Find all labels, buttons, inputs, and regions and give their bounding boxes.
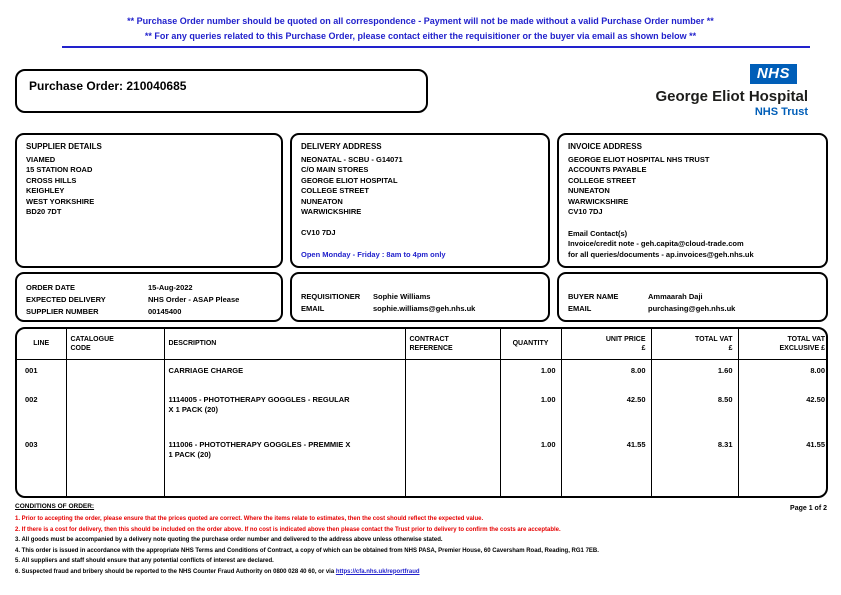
header-notice [0,14,841,44]
delivery-postcode: CV10 7DJ [301,227,336,237]
col-header-catalogue-code: CATALOGUE CODE [66,329,164,359]
page-number-label: Page 1 of 2 [790,505,827,512]
purchase-order-number: Purchase Order: 210040685 [29,79,187,93]
condition-item: 2. If there is a cost for delivery, then this should be included on the order above. If no cost is indicated above then please contact the Trust prior to delivery to confirm the costs are acceptable. [15,526,561,533]
invoice-line: ACCOUNTS PAYABLE [568,165,647,174]
supplier-number-label: SUPPLIER NUMBER [26,307,99,316]
cell-total-vat-exclusive: 41.55 [806,440,825,449]
cell-catalogue-code [66,434,164,494]
cell-unit-price: 42.50 [561,389,651,434]
requisitioner-label: REQUISITIONER [301,292,361,301]
invoice-address-box [557,133,828,268]
cell-quantity: 1.00 [500,389,561,434]
col-header-unit-price: UNIT PRICE £ [561,329,651,359]
invoice-line: GEORGE ELIOT HOSPITAL NHS TRUST [568,154,710,164]
invoice-line: CV10 7DJ [568,207,603,216]
table-row [17,389,828,434]
trust-name: NHS Trust [754,106,808,118]
hospital-name: George Eliot Hospital [655,88,808,105]
condition-item: 4. This order is issued in accordance with the appropriate NHS Terms and Conditions of Contract, a copy of which can be obtained from NHS PASA, Premier House, 60 Caversham Road, Reading, RG1 7EB. [15,547,599,554]
cell-catalogue-code [66,359,164,389]
cell-description: CARRIAGE CHARGE [164,359,405,389]
cell-quantity: 1.00 [500,434,561,494]
col-header-line: LINE [17,329,66,359]
supplier-line: CROSS HILLS [26,175,77,185]
table-header-row [17,329,828,359]
requisitioner-email-label: EMAIL [301,304,325,313]
condition-item: 1. Prior to accepting the order, please ensure that the prices quoted are correct. Where the items relate to estimates, then the cost should reflect the expected value. [15,516,484,522]
order-date-value: 15-Aug-2022 [148,283,193,292]
requisitioner-name: Sophie Williams [373,292,431,301]
nhs-trust-logo [635,64,808,118]
cell-total-vat: 8.50 [651,389,738,434]
table-filler-row [17,494,828,498]
notice-line-2: ** For any queries related to this Purchase Order, please contact either the requisitioner or the buyer via email as shown below ** [144,31,697,41]
queries-email-address: for all queries/documents - ap.invoices@geh.nhs.uk [568,249,754,259]
delivery-line: NEONATAL - SCBU - G14071 [301,154,403,164]
cell-contract-reference [405,434,500,494]
delivery-line: COLLEGE STREET [301,186,369,195]
buyer-box [557,272,828,322]
col-header-total-vat: TOTAL VAT £ [651,329,738,359]
conditions-of-order [15,503,828,579]
cell-total-vat: 8.31 [651,434,738,494]
supplier-line: WEST YORKSHIRE [26,196,95,206]
buyer-name: Ammaarah Daji [648,292,703,301]
cell-unit-price: 8.00 [561,359,651,389]
cell-total-vat-exclusive: 8.00 [810,365,825,375]
cell-total-vat-exclusive: 42.50 [806,395,825,404]
nhs-logo-icon: NHS [750,64,797,84]
requisitioner-box [290,272,550,322]
cell-contract-reference [405,359,500,389]
expected-delivery-label: EXPECTED DELIVERY [26,295,106,304]
col-header-total-vat-exclusive: TOTAL VAT EXCLUSIVE £ [738,329,828,359]
delivery-line: C/O MAIN STORES [301,165,369,174]
requisitioner-email: sophie.williams@geh.nhs.uk [373,304,476,313]
cell-line: 002 [17,389,66,434]
order-info-box [15,272,283,322]
expected-delivery-value: NHS Order - ASAP Please [148,295,240,304]
invoice-line: WARWICKSHIRE [568,196,629,206]
supplier-heading: SUPPLIER DETAILS [26,142,102,151]
purchase-order-number-box [15,69,428,113]
delivery-line: WARWICKSHIRE [301,207,362,216]
condition-item: 5. All suppliers and staff should ensure that any potential conflicts of interest are declared. [15,558,274,564]
items-table [15,327,828,498]
delivery-line: NUNEATON [301,196,343,206]
cell-total-vat: 1.60 [651,359,738,389]
supplier-details-box [15,133,283,268]
buyer-name-label: BUYER NAME [568,292,619,301]
notice-line-1: ** Purchase Order number should be quoted on all correspondence - Payment will not be made without a valid Purchase Order number ** [127,16,714,26]
supplier-line: KEIGHLEY [26,186,65,195]
cell-description: 111006 - PHOTOTHERAPY GOGGLES - PREMMIE X 1 PACK (20) [164,434,405,494]
buyer-email-label: EMAIL [568,304,592,313]
cell-unit-price: 41.55 [561,434,651,494]
cell-quantity: 1.00 [500,359,561,389]
col-header-quantity: QUANTITY [500,329,561,359]
cell-line: 001 [17,359,66,389]
cell-line: 003 [17,434,66,494]
col-header-contract-reference: CONTRACT REFERENCE [405,329,500,359]
invoice-line: NUNEATON [568,186,610,195]
buyer-email: purchasing@geh.nhs.uk [648,304,736,313]
cell-description: 1114005 - PHOTOTHERAPY GOGGLES - REGULAR X 1 PACK (20) [164,389,405,434]
invoice-line: COLLEGE STREET [568,175,636,185]
supplier-line: BD20 7DT [26,207,62,216]
cell-catalogue-code [66,389,164,434]
notice-divider [62,46,810,48]
condition-item-text: 6. Suspected fraud and bribery should be reported to the NHS Counter Fraud Authority on 0800 028 40 60, or via [15,568,336,575]
order-date-label: ORDER DATE [26,283,76,292]
cell-contract-reference [405,389,500,434]
table-row [17,359,828,389]
invoice-email-heading: Email Contact(s) [568,228,628,238]
col-header-description: DESCRIPTION [164,329,405,359]
supplier-number-value: 00145400 [148,307,182,316]
supplier-line: 15 STATION ROAD [26,165,93,174]
condition-item [15,569,828,575]
supplier-line: VIAMED [26,154,56,164]
condition-item: 3. All goods must be accompanied by a delivery note quoting the purchase order number and delivered to the address above unless otherwise stated. [15,537,443,543]
delivery-address-box [290,133,550,268]
conditions-heading: CONDITIONS OF ORDER: [15,503,95,510]
delivery-heading: DELIVERY ADDRESS [301,142,382,151]
invoice-email-address: Invoice/credit note - geh.capita@cloud-trade.com [568,239,744,248]
table-row [17,434,828,494]
delivery-line: GEORGE ELIOT HOSPITAL [301,175,398,185]
invoice-heading: INVOICE ADDRESS [568,142,642,151]
delivery-open-hours: Open Monday - Friday : 8am to 4pm only [301,250,446,259]
fraud-report-link[interactable]: https://cfa.nhs.uk/reportfraud [335,568,420,575]
